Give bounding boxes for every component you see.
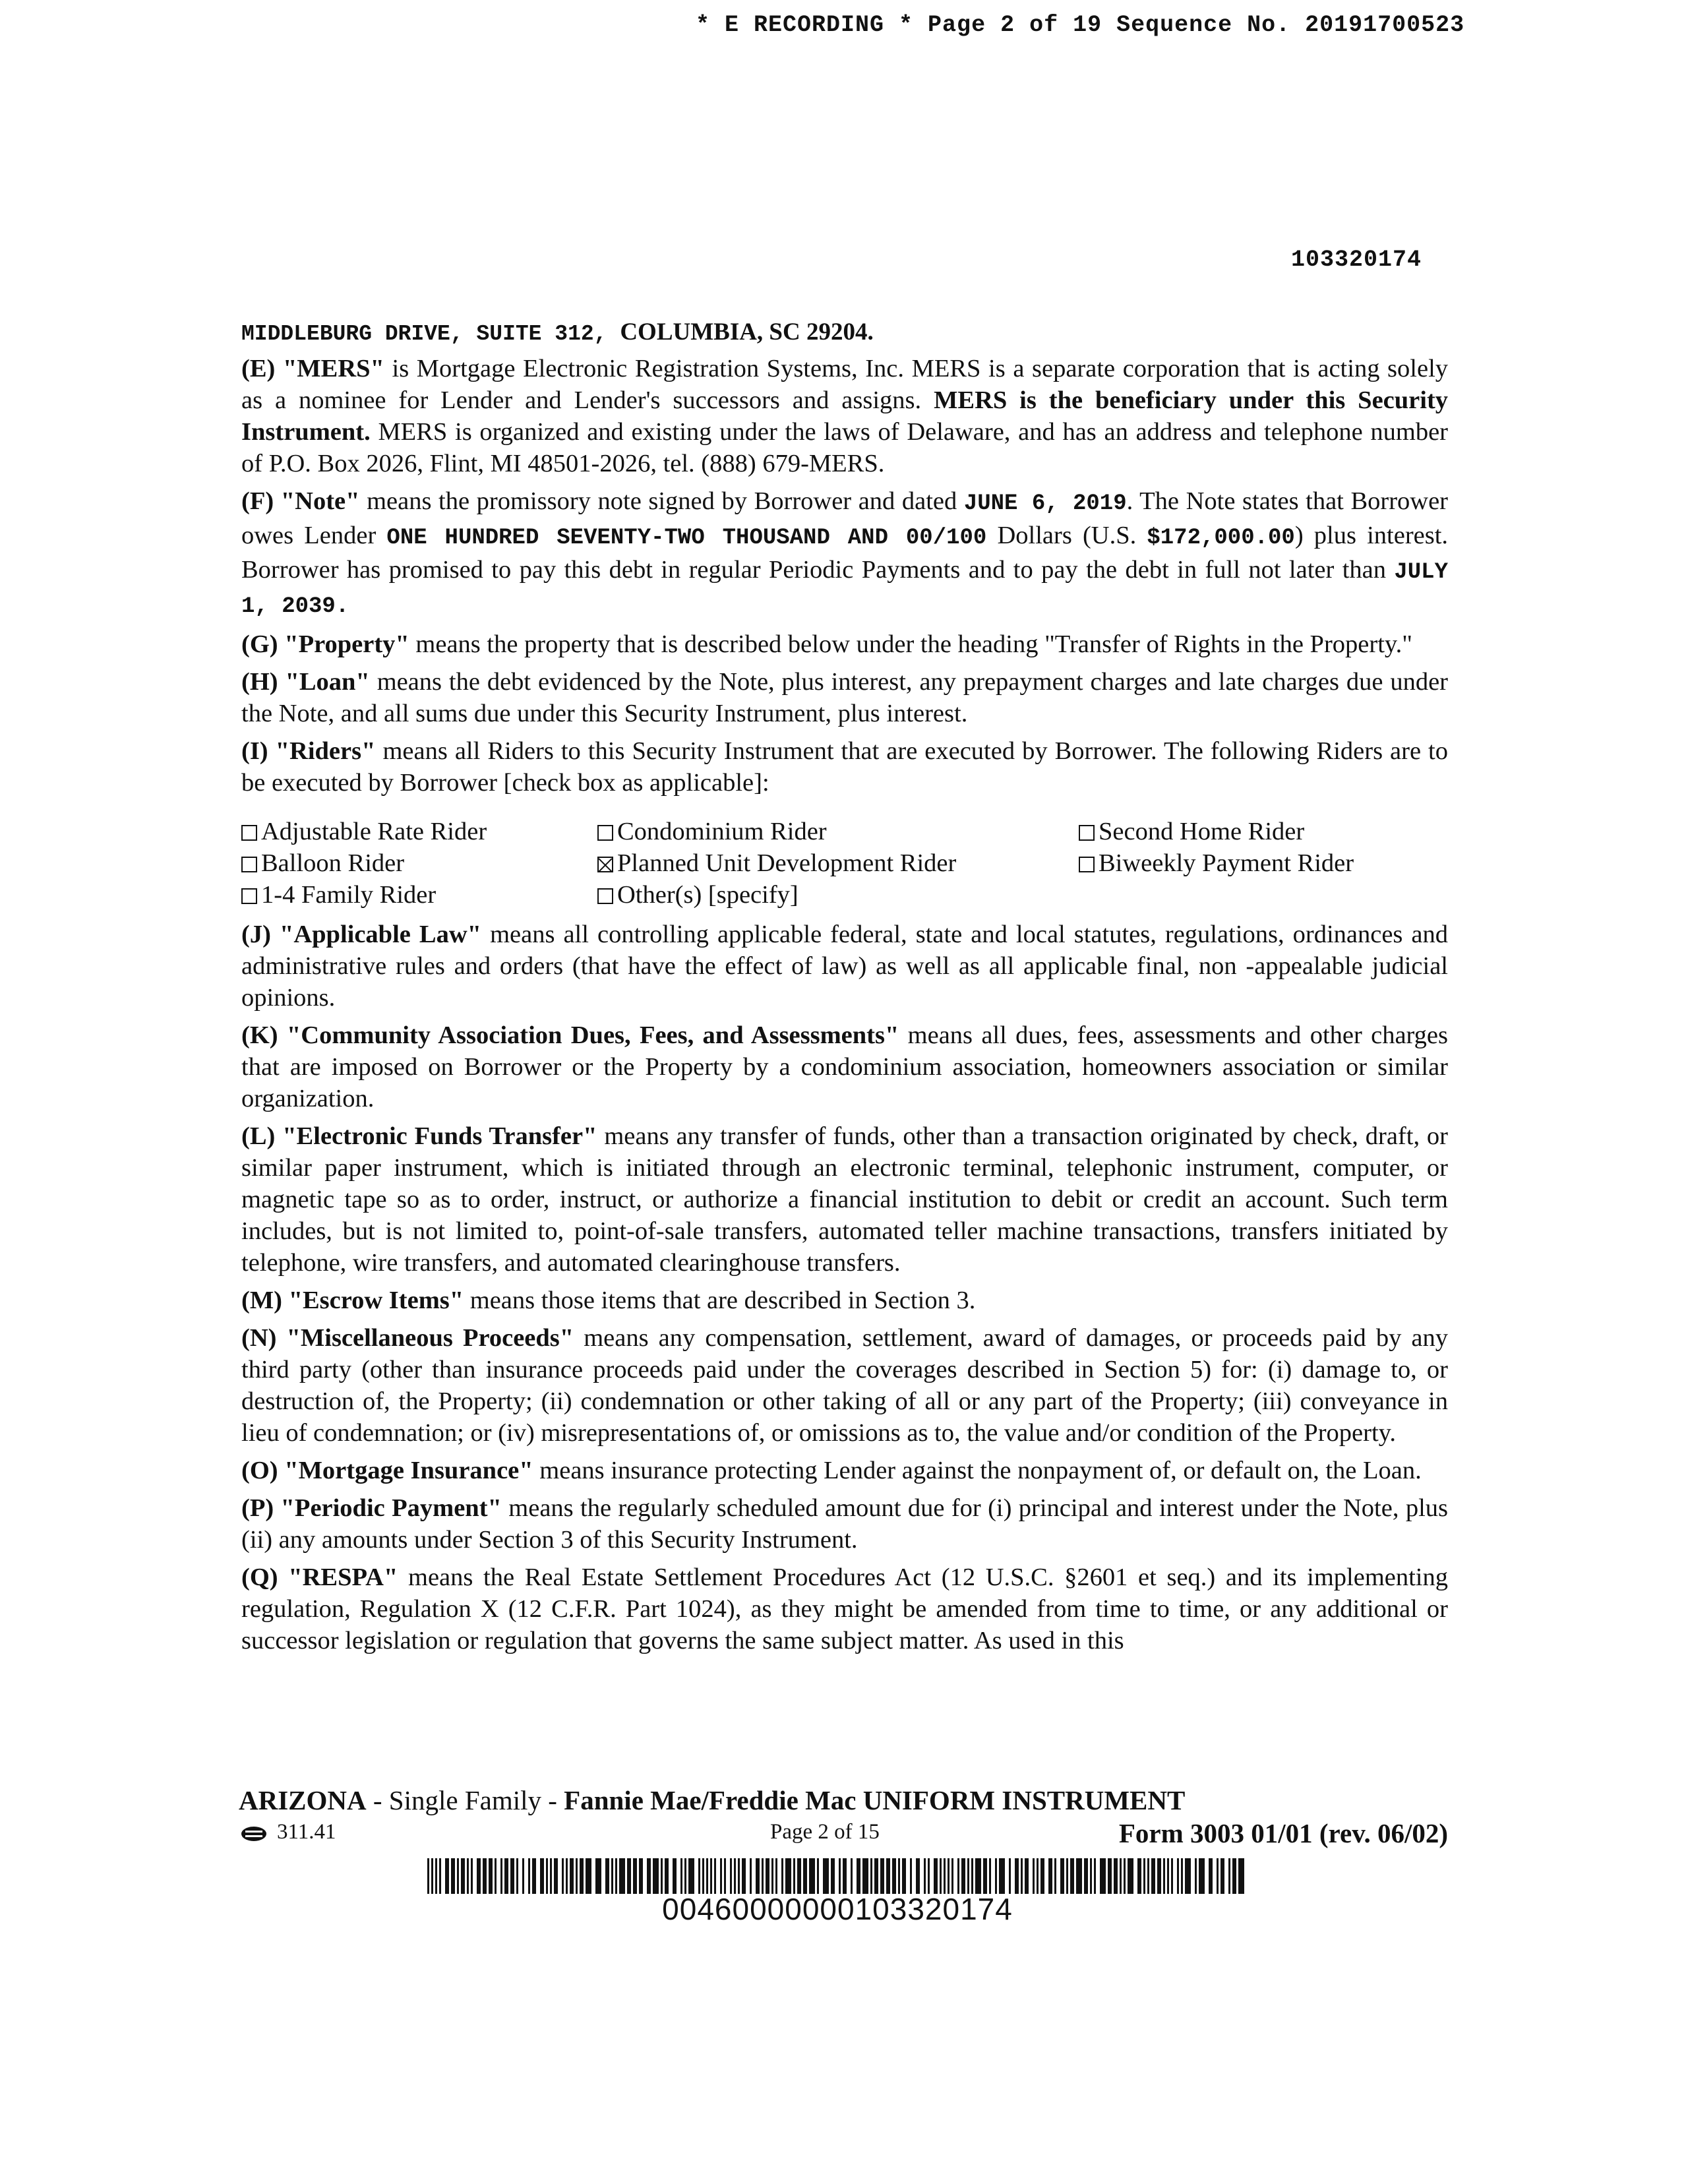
barcode-bar xyxy=(720,1858,722,1894)
barcode-bar xyxy=(797,1858,801,1894)
loan-number: 103320174 xyxy=(1291,247,1422,273)
section-term: "Community Association Dues, Fees, and Assessments" xyxy=(286,1021,899,1049)
section-term: "MERS" xyxy=(282,355,384,382)
barcode-bar xyxy=(1054,1858,1056,1894)
section-text: means the Real Estate Settlement Procedures Act (12 U.S.C. §2601 et seq.) and its implementing regulation, Regulation X (12 C.F.R. Part 1024), as they might be amended from time to time, or any additional or successor legislation or regulation that governs the same subject matter. As used in this xyxy=(241,1563,1449,1654)
rider-label: Adjustable Rate Rider xyxy=(261,818,487,845)
barcode-bar xyxy=(817,1858,819,1894)
barcode-bar xyxy=(940,1858,942,1894)
section-text: means all dues, fees, assessments and other charges that are imposed on Borrower or the Property by a condominium association, homeowners association or similar organization. xyxy=(241,1021,1449,1112)
barcode-bar xyxy=(1015,1858,1019,1894)
rider-label: Condominium Rider xyxy=(617,818,827,845)
barcode-bar xyxy=(1108,1858,1112,1894)
rider-label: Planned Unit Development Rider xyxy=(617,849,957,877)
barcode-bar xyxy=(1120,1858,1122,1894)
barcode-bar xyxy=(1217,1858,1219,1894)
section-g-property xyxy=(241,628,1448,660)
barcode-bar xyxy=(734,1858,736,1894)
section-term: "Electronic Funds Transfer" xyxy=(282,1122,597,1150)
section-p-periodic-payment xyxy=(241,1492,1448,1556)
section-text: . The Note states that Borrower owes Lender xyxy=(241,487,1449,549)
section-l-electronic-funds xyxy=(241,1120,1448,1279)
section-text: means all controlling applicable federal, state and local statutes, regulations, ordinances and administrative rules and orders (that have the effect of law) as well as all applicable final, non -appealable judicial opinions. xyxy=(241,921,1449,1012)
barcode-bar xyxy=(540,1858,544,1894)
barcode-bar xyxy=(673,1858,677,1894)
barcode-bar xyxy=(1157,1858,1161,1894)
barcode-bar xyxy=(698,1858,700,1894)
barcode-bar xyxy=(653,1858,659,1894)
barcode-bar xyxy=(1128,1858,1133,1894)
section-letter: (N) xyxy=(241,1324,277,1352)
barcode-bar xyxy=(910,1858,912,1894)
barcode-bar xyxy=(627,1858,631,1894)
barcode-bar xyxy=(803,1858,807,1894)
barcode-bar xyxy=(724,1858,726,1894)
footer-row xyxy=(237,1820,1448,1853)
barcode-bar xyxy=(750,1858,752,1894)
barcode-bar xyxy=(706,1858,708,1894)
barcode-bar xyxy=(1143,1858,1145,1894)
section-term: "Loan" xyxy=(285,668,370,696)
section-letter: (F) xyxy=(241,487,274,515)
barcode-bar xyxy=(1025,1858,1029,1894)
barcode-bar xyxy=(967,1858,969,1894)
barcode-bar xyxy=(1228,1858,1230,1894)
barcode-bar xyxy=(586,1858,591,1894)
barcode-bar xyxy=(793,1858,795,1894)
barcode-bar xyxy=(580,1858,584,1894)
rider-other xyxy=(597,879,1079,911)
address-line xyxy=(241,317,1448,350)
section-letter: (M) xyxy=(241,1287,282,1314)
barcode-bar xyxy=(633,1858,637,1894)
barcode-bar xyxy=(1021,1858,1023,1894)
barcode-bar xyxy=(880,1858,884,1894)
barcode-bar xyxy=(615,1858,617,1894)
barcode-bar xyxy=(1037,1858,1039,1894)
rider-biweekly-payment xyxy=(1079,847,1448,879)
section-letter: (K) xyxy=(241,1021,278,1049)
section-h-loan xyxy=(241,666,1448,729)
maturity-date: JULY 1, 2039. xyxy=(241,560,1448,619)
section-m-escrow-items xyxy=(241,1285,1448,1316)
barcode-bar xyxy=(999,1858,1005,1894)
barcode-graphic xyxy=(427,1858,1248,1894)
barcode-bar xyxy=(504,1858,508,1894)
barcode-bar xyxy=(902,1858,906,1894)
barcode-bar xyxy=(1209,1858,1213,1894)
barcode-bar xyxy=(1009,1858,1011,1894)
section-letter: (L) xyxy=(241,1122,276,1150)
section-text: means the regularly scheduled amount due for (i) principal and interest under the Note, plus (ii) any amounts under Section 3 of this Security Instrument. xyxy=(241,1494,1449,1554)
barcode-bar xyxy=(1060,1858,1064,1894)
barcode-bar xyxy=(870,1858,872,1894)
document-body xyxy=(241,317,1448,1662)
barcode-bar xyxy=(510,1858,514,1894)
section-text: Dollars (U.S. xyxy=(997,522,1137,549)
barcode-bar xyxy=(457,1858,459,1894)
checkbox-icon[interactable] xyxy=(241,825,257,841)
barcode-bar xyxy=(714,1858,716,1894)
section-letter: (E) xyxy=(241,355,276,382)
barcode-bar xyxy=(781,1858,783,1894)
section-letter: (I) xyxy=(241,737,268,765)
section-letter: (G) xyxy=(241,630,278,658)
barcode-bar xyxy=(467,1858,469,1894)
barcode-bar xyxy=(710,1858,712,1894)
barcode-bar xyxy=(823,1858,829,1894)
barcode-bar xyxy=(862,1858,868,1894)
barcode-bar xyxy=(851,1858,853,1894)
section-bold-text: MERS is the beneficiary under this Security Instrument. xyxy=(241,386,1449,446)
barcode-bar xyxy=(766,1858,769,1894)
riders-checklist xyxy=(241,816,1448,911)
section-i-riders xyxy=(241,735,1448,799)
section-n-misc-proceeds xyxy=(241,1322,1448,1449)
checkbox-icon[interactable] xyxy=(597,888,613,904)
barcode-bar xyxy=(611,1858,613,1894)
barcode-bar xyxy=(661,1858,663,1894)
section-o-mortgage-insurance xyxy=(241,1455,1448,1486)
barcode-bar xyxy=(489,1858,493,1894)
barcode-bar xyxy=(639,1858,643,1894)
barcode-bar xyxy=(647,1858,651,1894)
barcode-bar xyxy=(1124,1858,1126,1894)
section-text: means any compensation, settlement, award of damages, or proceeds paid by any third party (other than insurance proceeds paid under the coverages described in Section 5) for: (i) damage to, or destruction of, the Property; (ii) condemnation or other taking of all or any part of the Property; (iii) conveyance in lieu of condemnation; or (iv) misrepresentations of, or omissions as to, the value and/or condition of the Property. xyxy=(241,1324,1448,1447)
section-text: means the debt evidenced by the Note, plus interest, any prepayment charges and late charges due under the Note, and all sums due under this Security Instrument, plus interest. xyxy=(241,668,1448,727)
barcode-bar xyxy=(809,1858,815,1894)
barcode-bar xyxy=(1076,1858,1082,1894)
section-text: means any transfer of funds, other than a transaction originated by check, draft, or similar paper instrument, which is initiated through an electronic terminal, telephonic instrument, computer, or magnetic tape so as to order, instruct, or authorize a financial institution to debit or credit an account. Such term includes, but is not limited to, point-of-sale transfers, automated teller machine transactions, transfers initiated by telephone, wire transfers, and automated clearinghouse transfers. xyxy=(241,1122,1448,1277)
barcode-bar xyxy=(702,1858,704,1894)
barcode-bar xyxy=(451,1858,455,1894)
section-text: means the promissory note signed by Borrower and dated xyxy=(367,487,957,515)
section-term: "Riders" xyxy=(275,737,376,765)
barcode-bar xyxy=(1195,1858,1197,1894)
footer-form-number: Form 3003 01/01 (rev. 06/02) xyxy=(1118,1818,1448,1848)
barcode-bar xyxy=(495,1858,497,1894)
rider-planned-unit-development xyxy=(597,847,1079,879)
barcode-bar xyxy=(1181,1858,1183,1894)
section-text: means the property that is described below under the heading "Transfer of Rights in the Property." xyxy=(415,630,1412,658)
barcode-bar xyxy=(1033,1858,1035,1894)
rider-label: 1-4 Family Rider xyxy=(261,881,437,909)
barcode-bar xyxy=(951,1858,953,1894)
rider-adjustable-rate xyxy=(241,816,597,847)
barcode-bar xyxy=(1094,1858,1096,1894)
barcode-bar xyxy=(843,1858,847,1894)
barcode-bar xyxy=(500,1858,502,1894)
footer-code: 311.41 xyxy=(277,1820,336,1844)
barcode-bar xyxy=(983,1858,987,1894)
barcode-bar xyxy=(1151,1858,1155,1894)
barcode-bar xyxy=(483,1858,487,1894)
section-text: ) plus interest. Borrower has promised to pay this debt in regular Periodic Payments and to pay the debt in full not later than xyxy=(241,522,1449,584)
barcode-bar xyxy=(892,1858,896,1894)
loan-amount-words: ONE HUNDRED SEVENTY-TWO THOUSAND AND 00/100 xyxy=(386,526,987,551)
barcode-bar xyxy=(435,1858,437,1894)
barcode-bar xyxy=(1167,1858,1169,1894)
section-k-community-association xyxy=(241,1019,1448,1114)
barcode-bar xyxy=(771,1858,773,1894)
section-term: "Note" xyxy=(280,487,360,515)
barcode-bar xyxy=(730,1858,732,1894)
barcode-bar xyxy=(445,1858,449,1894)
barcode-bar xyxy=(831,1858,835,1894)
barcode-bar xyxy=(680,1858,682,1894)
checkbox-icon[interactable] xyxy=(241,888,257,904)
barcode-bar xyxy=(916,1858,920,1894)
barcode-bar xyxy=(570,1858,574,1894)
barcode-bar xyxy=(566,1858,568,1894)
rider-balloon xyxy=(241,847,597,879)
barcode-bar xyxy=(1090,1858,1092,1894)
rider-condominium xyxy=(597,816,1079,847)
barcode-bar xyxy=(1100,1858,1106,1894)
barcode-bar xyxy=(874,1858,878,1894)
barcode-bar xyxy=(546,1858,548,1894)
barcode-bar xyxy=(471,1858,473,1894)
barcode-bar xyxy=(742,1858,746,1894)
barcode-bar xyxy=(665,1858,669,1894)
barcode-bar xyxy=(1238,1858,1244,1894)
barcode-bar xyxy=(576,1858,578,1894)
footer-page-number: Page 2 of 15 xyxy=(770,1820,880,1844)
section-j-applicable-law xyxy=(241,919,1448,1014)
barcode-bar xyxy=(934,1858,938,1894)
barcode-bar xyxy=(1163,1858,1165,1894)
barcode-bar xyxy=(839,1858,841,1894)
barcode-bar xyxy=(738,1858,740,1894)
barcode-bar xyxy=(989,1858,991,1894)
barcode-bar xyxy=(1048,1858,1052,1894)
barcode-bar xyxy=(554,1858,558,1894)
barcode-bar xyxy=(1070,1858,1074,1894)
section-term: "Property" xyxy=(284,630,409,658)
barcode-bar xyxy=(688,1858,694,1894)
section-f-note xyxy=(241,485,1448,622)
barcode-bar xyxy=(439,1858,441,1894)
barcode-bar xyxy=(427,1858,429,1894)
barcode-bar xyxy=(1185,1858,1191,1894)
section-text: MERS is organized and existing under the laws of Delaware, and has an address and telephone number of P.O. Box 2026, Flint, MI 48501-2026, tel. (888) 679-MERS. xyxy=(241,418,1448,477)
section-letter: (H) xyxy=(241,668,278,696)
barcode-bar xyxy=(550,1858,552,1894)
barcode-bar xyxy=(1066,1858,1068,1894)
barcode-bar xyxy=(431,1858,433,1894)
barcode-bar xyxy=(528,1858,530,1894)
section-term: "RESPA" xyxy=(288,1563,398,1591)
barcode-bar xyxy=(995,1858,997,1894)
barcode-bar xyxy=(1171,1858,1173,1894)
section-letter: (J) xyxy=(241,921,271,948)
barcode-bar xyxy=(516,1858,518,1894)
barcode-bar xyxy=(1137,1858,1141,1894)
barcode-bar xyxy=(948,1858,950,1894)
barcode-bar xyxy=(961,1858,965,1894)
rider-label: Balloon Rider xyxy=(261,849,405,877)
note-date: JUNE 6, 2019 xyxy=(963,491,1127,516)
address-street: MIDDLEBURG DRIVE, SUITE 312, xyxy=(241,322,607,346)
barcode-bar xyxy=(857,1858,860,1894)
footer-state: ARIZONA xyxy=(239,1785,367,1815)
barcode-bar xyxy=(971,1858,973,1894)
footer-instrument: Fannie Mae/Freddie Mac UNIFORM INSTRUMENT xyxy=(564,1785,1186,1815)
barcode-bar xyxy=(461,1858,465,1894)
section-term: "Periodic Payment" xyxy=(280,1494,502,1522)
barcode-bar xyxy=(886,1858,890,1894)
section-letter: (O) xyxy=(241,1457,278,1484)
barcode-bar xyxy=(1114,1858,1118,1894)
barcode-bar xyxy=(775,1858,777,1894)
section-term: "Applicable Law" xyxy=(279,921,482,948)
checkbox-icon[interactable] xyxy=(1079,857,1095,872)
checkbox-icon[interactable] xyxy=(241,857,257,872)
section-text: means those items that are described in Section 3. xyxy=(469,1287,976,1314)
barcode-bar xyxy=(1221,1858,1224,1894)
barcode-bar xyxy=(1232,1858,1236,1894)
recording-header: * E RECORDING * Page 2 of 19 Sequence No. 20191700523 xyxy=(696,12,1465,38)
section-e-mers xyxy=(241,353,1448,479)
footer-title xyxy=(239,1784,1185,1816)
barcode-bar xyxy=(1040,1858,1044,1894)
rider-label: Other(s) [specify] xyxy=(617,881,799,909)
barcode-bar xyxy=(785,1858,791,1894)
rider-label: Second Home Rider xyxy=(1099,818,1305,845)
rider-second-home xyxy=(1079,816,1448,847)
barcode-bar xyxy=(562,1858,564,1894)
barcode-bar xyxy=(1084,1858,1088,1894)
section-text: means all Riders to this Security Instrument that are executed by Borrower. The following Riders are to be executed by Borrower [check box as applicable]: xyxy=(241,737,1449,797)
loan-amount: $172,000.00 xyxy=(1147,526,1295,551)
address-city: COLUMBIA, SC 29204. xyxy=(620,318,874,346)
section-text: is Mortgage Electronic Registration Systems, Inc. MERS is a separate corporation that is acting solely as a nominee for Lender and Lender's successors and assigns. xyxy=(241,355,1449,414)
barcode-number: 00460000000103320174 xyxy=(662,1892,1013,1926)
barcode-bar xyxy=(1199,1858,1205,1894)
barcode-bar xyxy=(522,1858,524,1894)
section-term: "Mortgage Insurance" xyxy=(284,1457,533,1484)
barcode-bar xyxy=(595,1858,601,1894)
checkbox-icon[interactable] xyxy=(597,825,613,841)
section-letter: (Q) xyxy=(241,1563,278,1591)
barcode-bar xyxy=(898,1858,900,1894)
barcode-bar xyxy=(957,1858,959,1894)
section-text: means insurance protecting Lender against the nonpayment of, or default on, the Loan. xyxy=(539,1457,1422,1484)
barcode-bar xyxy=(1147,1858,1149,1894)
barcode-bar xyxy=(605,1858,609,1894)
barcode-bar xyxy=(756,1858,760,1894)
barcode-bar xyxy=(924,1858,926,1894)
checkbox-icon[interactable] xyxy=(1079,825,1095,841)
barcode-bar xyxy=(477,1858,481,1894)
rider-label: Biweekly Payment Rider xyxy=(1099,849,1354,877)
barcode-bar xyxy=(762,1858,764,1894)
barcode-bar xyxy=(944,1858,946,1894)
section-term: "Escrow Items" xyxy=(288,1287,464,1314)
checked-checkbox-icon[interactable] xyxy=(597,857,613,872)
barcode-bar xyxy=(684,1858,686,1894)
barcode-bar xyxy=(619,1858,625,1894)
section-q-respa xyxy=(241,1562,1448,1656)
rider-1-4-family xyxy=(241,879,597,911)
barcode-bar xyxy=(532,1858,536,1894)
barcode-bar xyxy=(928,1858,930,1894)
section-term: "Miscellaneous Proceeds" xyxy=(286,1324,574,1352)
barcode-bar xyxy=(1177,1858,1179,1894)
vmp-logo-icon xyxy=(240,1825,268,1842)
section-letter: (P) xyxy=(241,1494,274,1522)
barcode-bar xyxy=(975,1858,981,1894)
footer-separator: - Single Family - xyxy=(366,1785,564,1815)
